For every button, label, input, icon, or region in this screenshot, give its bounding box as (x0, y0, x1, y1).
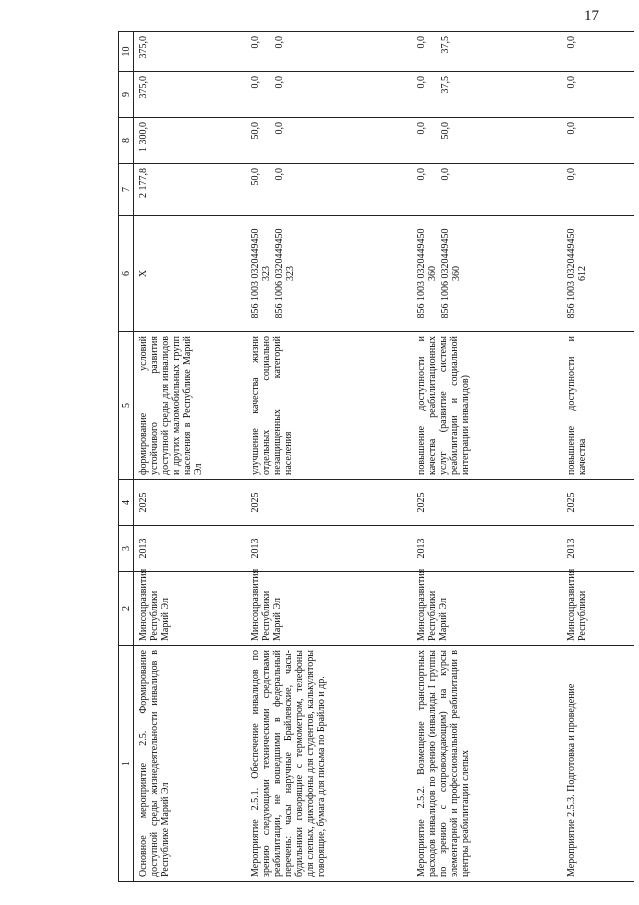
budget-code-cell-value: 856 1006 0320449450 360 (439, 228, 462, 319)
executor-cell: Минсоцразвития Республики Марий Эл (412, 572, 562, 646)
budget-code-cell (134, 216, 246, 332)
amount-col9-cell (562, 72, 634, 118)
table-row (562, 32, 634, 882)
end-year-cell: 2025 (246, 480, 412, 526)
column-header-7: 7 (119, 164, 134, 216)
table-row (246, 32, 412, 882)
column-header-5: 5 (119, 332, 134, 480)
budget-code-cell-value: 856 1003 0320449450 323 (249, 228, 272, 319)
end-year-cell: 2025 (562, 480, 634, 526)
amount-col9-cell (134, 72, 246, 118)
amount-col9-cell-value: 375,0 (138, 76, 149, 99)
amount-col8-cell (412, 118, 562, 164)
budget-code-cell-value: X (138, 269, 149, 278)
amount-col7-cell (246, 164, 412, 216)
executor-cell: Минсоцразвития Республики Марий Эл (134, 572, 246, 646)
amount-col7-cell-value: 0,0 (273, 168, 285, 181)
budget-code-cell (246, 216, 412, 332)
amount-col7-cell (134, 164, 246, 216)
amount-col9-cell-value: 0,0 (565, 76, 577, 89)
amount-col8-cell (562, 118, 634, 164)
amount-col10-cell (562, 32, 634, 72)
end-year-cell: 2025 (134, 480, 246, 526)
column-header-9: 9 (119, 72, 134, 118)
amount-col8-cell-value: 0,0 (565, 122, 577, 135)
amount-col10-cell-value: 37,5 (439, 36, 451, 54)
column-header-8: 8 (119, 118, 134, 164)
activity-name-cell: Мероприятие 2.5.3. Подготовка и проведение (562, 646, 634, 882)
page-number: 17 (584, 8, 599, 24)
amount-col7-cell-value: 0,0 (415, 168, 427, 181)
column-header-3: 3 (119, 526, 134, 572)
amount-col10-cell-value: 375,0 (138, 36, 149, 59)
amount-col8-cell-value: 50,0 (439, 122, 451, 140)
budget-code-cell-value: 856 1003 0320449450 612 (565, 228, 588, 319)
amount-col10-cell-value: 0,0 (415, 36, 427, 49)
expected-result-cell: формирование условий устойчивого развития доступной среды для инвалидов и других маломобильных групп населения в Республике Марий Эл (134, 332, 246, 480)
executor-cell: Минсоцразвития Республики (562, 572, 634, 646)
amount-col7-cell (562, 164, 634, 216)
start-year-cell: 2013 (412, 526, 562, 572)
amount-col8-cell (134, 118, 246, 164)
amount-col10-cell (134, 32, 246, 72)
expected-result-cell: улучшение качества жизни отдельных социально незащищенных категорий населения (246, 332, 412, 480)
amount-col8-cell-value: 50,0 (249, 122, 261, 140)
rotated-table-container (118, 32, 618, 882)
activity-name-cell: Мероприятие 2.5.2. Возмещение транспортных расходов инвалидов по зрению (инвалиды I группы по зрению с сопровождающим) на курсы элементарной и профессиональной реабилитации в центры реабилитации слепых (412, 646, 562, 882)
column-header-1: 1 (119, 646, 134, 882)
amount-col8-cell (246, 118, 412, 164)
executor-cell: Минсоцразвития Республики Марий Эл (246, 572, 412, 646)
amount-col9-cell-value: 0,0 (273, 76, 285, 89)
expected-result-cell: повышение доступности и качества реабилитационных услуг (развитие системы реабилитации и социальной интеграции инвалидов) (412, 332, 562, 480)
budget-code-cell (562, 216, 634, 332)
amount-col10-cell (246, 32, 412, 72)
column-header-4: 4 (119, 480, 134, 526)
end-year-cell: 2025 (412, 480, 562, 526)
amount-col10-cell-value: 0,0 (273, 36, 285, 49)
amount-col8-cell-value: 0,0 (273, 122, 285, 135)
column-header-2: 2 (119, 572, 134, 646)
budget-code-cell-value: 856 1006 0320449450 323 (273, 228, 296, 319)
amount-col7-cell-value: 0,0 (565, 168, 577, 181)
program-activities-table (118, 31, 634, 882)
amount-col9-cell (246, 72, 412, 118)
start-year-cell: 2013 (246, 526, 412, 572)
budget-code-cell-value: 856 1003 0320449450 360 (415, 228, 438, 319)
amount-col9-cell (412, 72, 562, 118)
budget-code-cell (412, 216, 562, 332)
amount-col8-cell-value: 1 300,0 (138, 122, 149, 152)
start-year-cell: 2013 (134, 526, 246, 572)
amount-col7-cell (412, 164, 562, 216)
amount-col7-cell-value: 50,0 (249, 168, 261, 186)
amount-col9-cell-value: 37,5 (439, 76, 451, 94)
amount-col8-cell-value: 0,0 (415, 122, 427, 135)
amount-col10-cell-value: 0,0 (565, 36, 577, 49)
amount-col7-cell-value: 2 177,8 (138, 168, 149, 198)
start-year-cell: 2013 (562, 526, 634, 572)
amount-col10-cell (412, 32, 562, 72)
amount-col9-cell-value: 0,0 (415, 76, 427, 89)
amount-col9-cell-value: 0,0 (249, 76, 261, 89)
expected-result-cell: повышение доступности и качества (562, 332, 634, 480)
column-header-6: 6 (119, 216, 134, 332)
activity-name-cell: Мероприятие 2.5.1. Обеспечение инвалидов по зрению следующими техническими средствами реабилитации, не вошедшими в федеральный перечень: часы наручные Брайлевские, часы-будильники говорящие с термометром, телефоны для слепых, диктофоны для студентов, калькуляторы говорящие, бумага для письма по Брайлю и др. (246, 646, 412, 882)
table-row (412, 32, 562, 882)
activity-name-cell: Основное мероприятие 2.5. Формирование доступной среды жизнедеятельности инвалидов в Республике Марий Эл (134, 646, 246, 882)
amount-col7-cell-value: 0,0 (439, 168, 451, 181)
amount-col10-cell-value: 0,0 (249, 36, 261, 49)
column-header-10: 10 (119, 32, 134, 72)
column-number-row (119, 32, 134, 882)
table-row (134, 32, 246, 882)
